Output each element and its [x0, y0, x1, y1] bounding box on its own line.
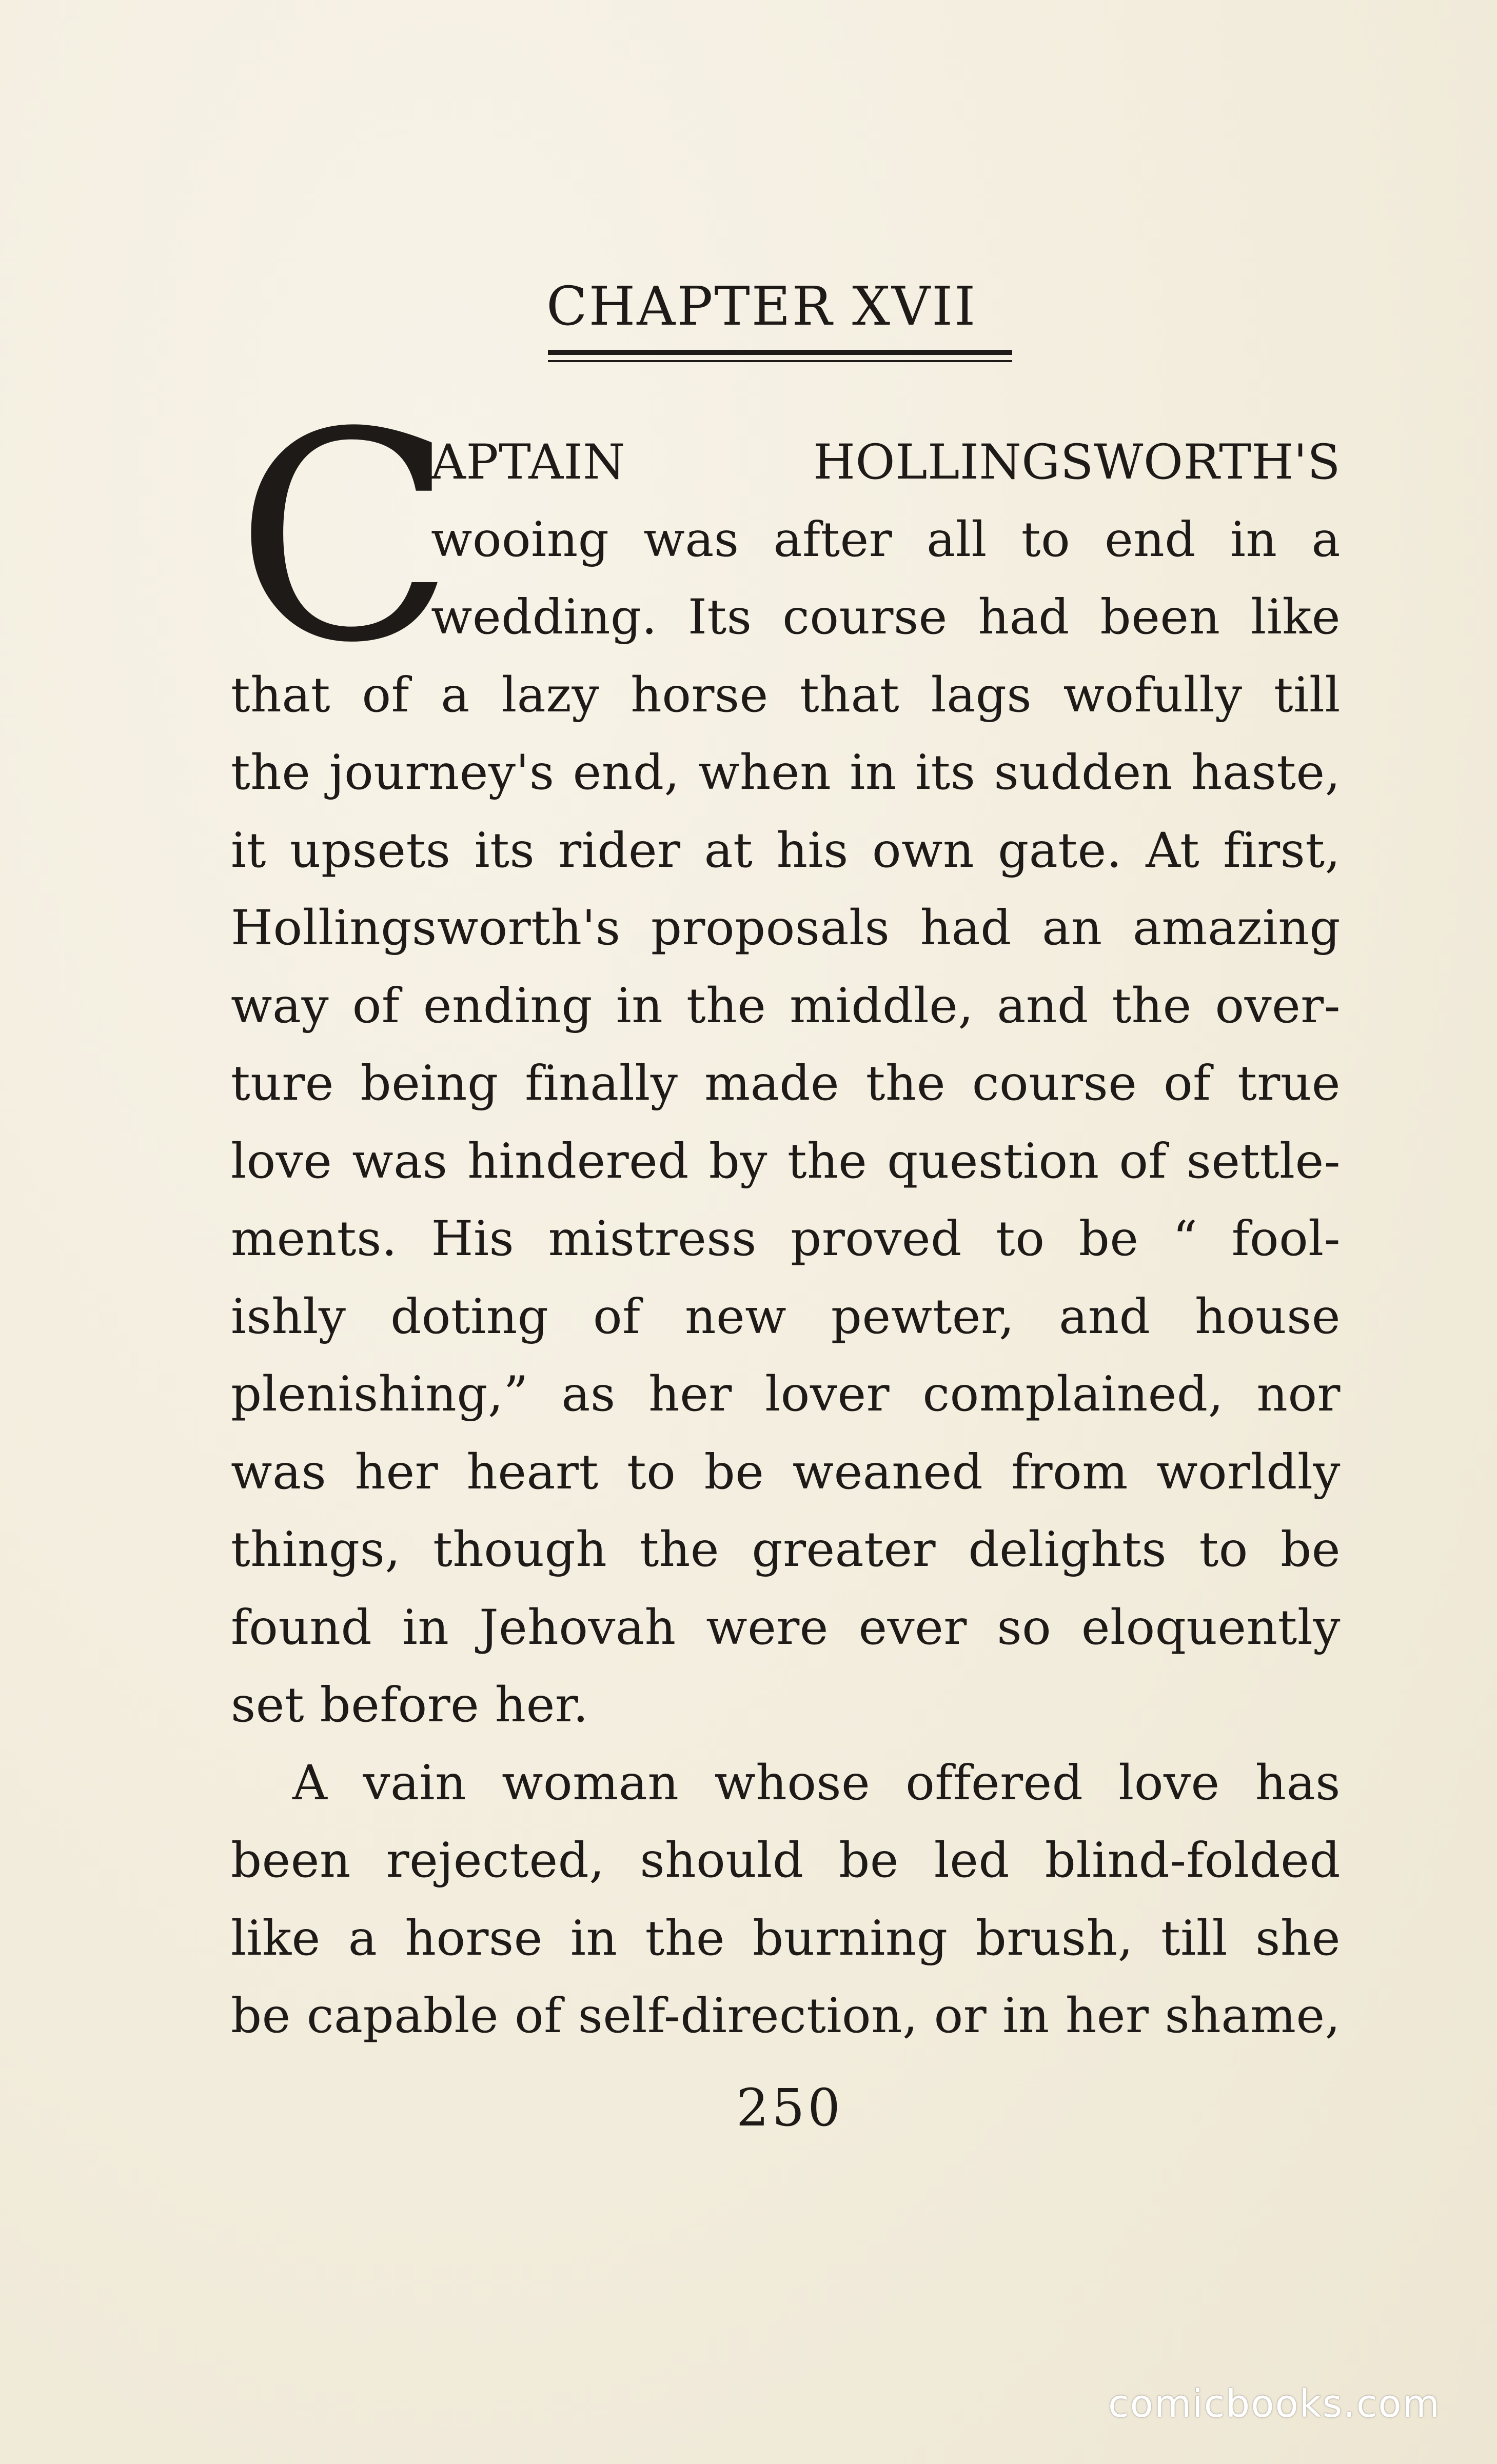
text-line-19: been rejected, should be led blind-folded: [231, 1833, 1341, 1889]
text-line-20: like a horse in the burning brush, till she: [231, 1911, 1341, 1966]
text-line-2: wooing was after all to end in a: [431, 512, 1341, 568]
text-line-21: be capable of self-direction, or in her shame,: [231, 1988, 1341, 2044]
text-line-13: plenishing,” as her lover complained, nor: [231, 1366, 1341, 1422]
page-number: 250: [736, 2078, 843, 2138]
chapter-rule-thin: [548, 360, 1012, 362]
text-line-3: wedding. Its course had been like: [431, 589, 1341, 645]
text-line-15: things, though the greater delights to be: [231, 1522, 1341, 1578]
text-line-11: ments. His mistress proved to be “ fool-: [231, 1211, 1341, 1267]
text-line-7: Hollingsworth's proposals had an amazing: [231, 900, 1341, 956]
text-line-18: A vain woman whose offered love has: [292, 1755, 1341, 1811]
text-line-10: love was hindered by the question of settle-: [231, 1134, 1341, 1189]
watermark: comicbooks.com: [1108, 2382, 1441, 2426]
text-line-14: was her heart to be weaned from worldly: [231, 1444, 1341, 1500]
chapter-title: CHAPTER XVII: [546, 275, 977, 337]
text-line-8: way of ending in the middle, and the over-: [231, 978, 1341, 1034]
text-line-4: that of a lazy horse that lags wofully till: [231, 667, 1341, 723]
text-line-12: ishly doting of new pewter, and house: [231, 1289, 1341, 1345]
chapter-rule-thick: [548, 350, 1012, 355]
drop-cap: C: [235, 371, 455, 706]
text-line-17: set before her.: [231, 1677, 589, 1733]
text-line-6: it upsets its rider at his own gate. At first,: [231, 823, 1341, 879]
text-line-1: APTAIN HOLLINGSWORTH'S: [431, 434, 1341, 490]
text-line-9: ture being finally made the course of true: [231, 1056, 1341, 1111]
text-line-5: the journey's end, when in its sudden haste,: [231, 745, 1341, 801]
text-line-16: found in Jehovah were ever so eloquently: [231, 1600, 1341, 1656]
